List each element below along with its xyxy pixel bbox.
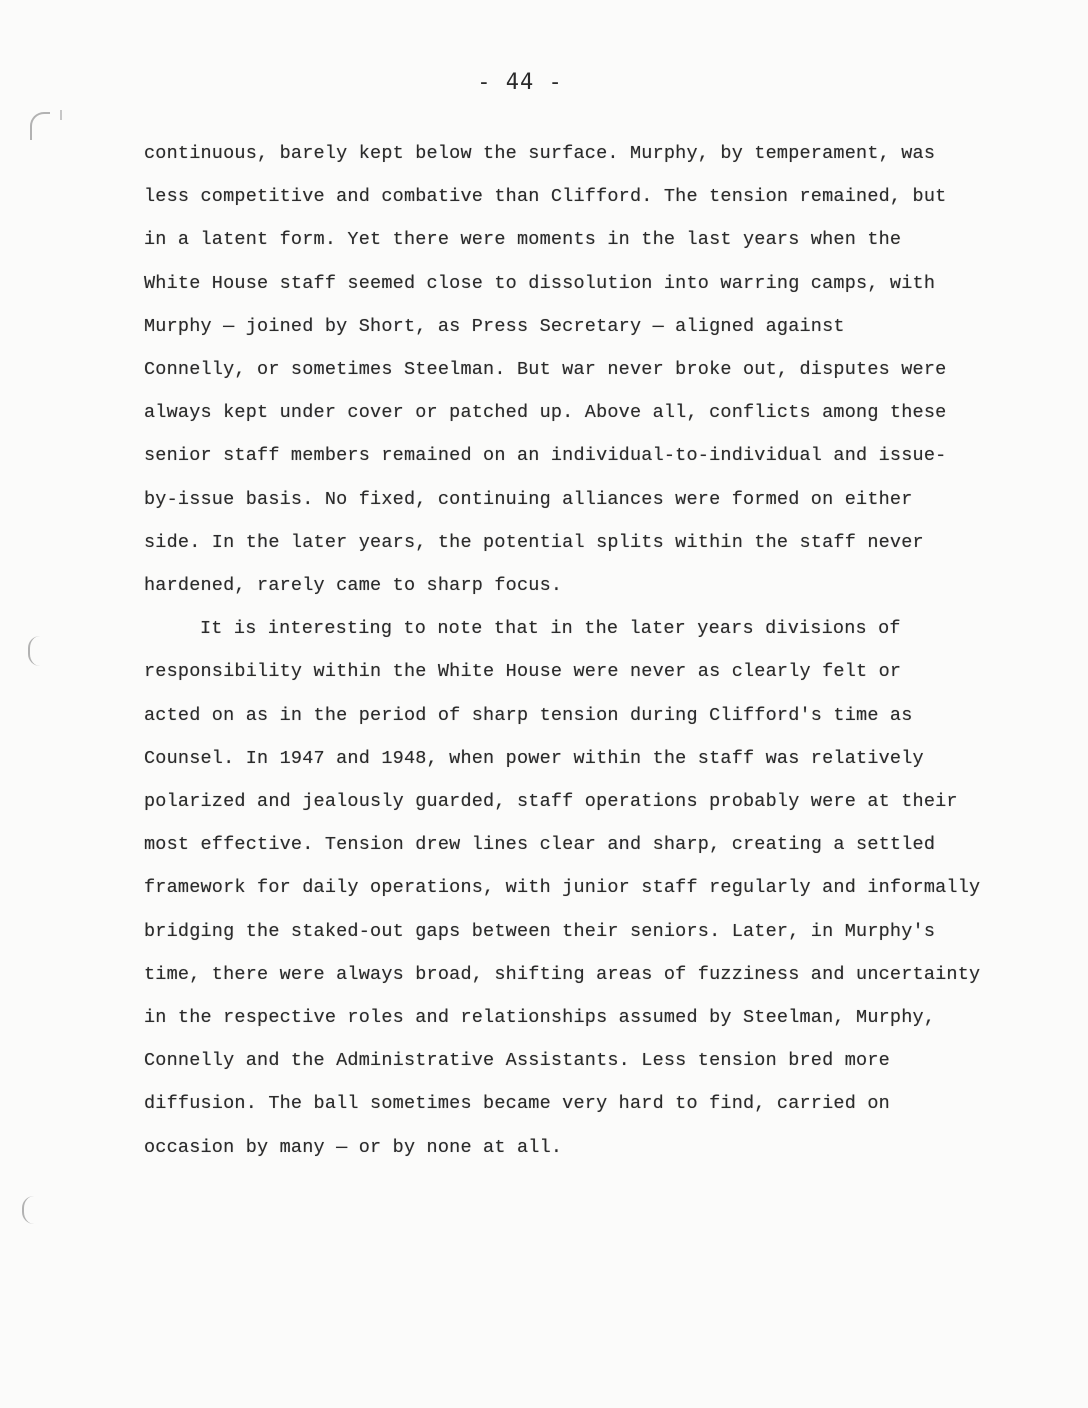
text-line: bridging the staked-out gaps between their seniors. Later, in Murphy's (144, 920, 936, 942)
margin-bracket-mark (22, 1196, 34, 1224)
text-line: diffusion. The ball sometimes became very hard to find, carried on (144, 1093, 890, 1115)
text-line: Murphy — joined by Short, as Press Secretary — aligned against (144, 315, 845, 337)
text-line: in a latent form. Yet there were moments in the last years when the (144, 229, 902, 251)
text-line: most effective. Tension drew lines clear and sharp, creating a settled (144, 834, 936, 856)
text-line: It is interesting to note that in the later years divisions of (200, 618, 901, 640)
text-line: White House staff seemed close to dissolution into warring camps, with (144, 272, 936, 294)
margin-tick-mark (60, 110, 62, 120)
paragraph (144, 607, 981, 1169)
text-line: Connelly, or sometimes Steelman. But war never broke out, disputes were (144, 359, 947, 381)
text-line: hardened, rarely came to sharp focus. (144, 575, 563, 597)
text-line: responsibility within the White House were never as clearly felt or (144, 661, 902, 683)
text-line: continuous, barely kept below the surface. Murphy, by temperament, was (144, 143, 936, 164)
text-line: less competitive and combative than Clifford. The tension remained, but (144, 186, 947, 208)
text-line: acted on as in the period of sharp tension during Clifford's time as (144, 704, 913, 726)
text-line: occasion by many — or by none at all. (144, 1136, 563, 1158)
body-text (144, 132, 981, 1169)
text-line: Connelly and the Administrative Assistants. Less tension bred more (144, 1050, 890, 1072)
margin-bracket-mark (30, 112, 50, 140)
text-line: in the respective roles and relationships assumed by Steelman, Murphy, (144, 1007, 936, 1029)
text-line: always kept under cover or patched up. Above all, conflicts among these (144, 402, 947, 424)
text-line: time, there were always broad, shifting areas of fuzziness and uncertainty (144, 963, 981, 985)
text-line: framework for daily operations, with junior staff regularly and informally (144, 877, 981, 899)
text-line: senior staff members remained on an individual-to-individual and issue- (144, 445, 947, 467)
text-line: by-issue basis. No fixed, continuing alliances were formed on either (144, 488, 913, 510)
paragraph (144, 132, 954, 607)
text-line: side. In the later years, the potential splits within the staff never (144, 531, 924, 553)
page-number: - 44 - (477, 70, 563, 95)
margin-bracket-mark (28, 636, 40, 666)
text-line: polarized and jealously guarded, staff operations probably were at their (144, 791, 958, 813)
text-line: Counsel. In 1947 and 1948, when power within the staff was relatively (144, 747, 924, 769)
